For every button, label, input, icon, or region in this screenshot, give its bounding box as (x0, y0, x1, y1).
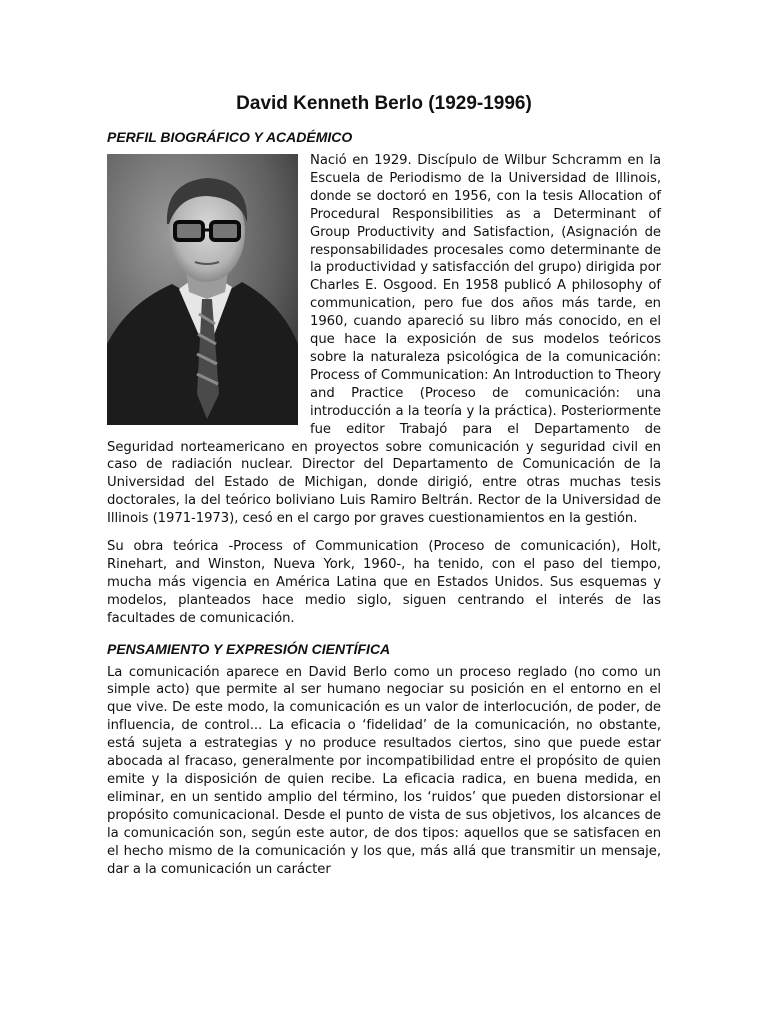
section-heading-thought: PENSAMIENTO Y EXPRESIÓN CIENTÍFICA (107, 640, 391, 657)
page-title: David Kenneth Berlo (1929-1996) (236, 93, 532, 114)
portrait-photo (107, 154, 298, 425)
paragraph-bio-2: Su obra teórica -Process of Communication (Proceso de comunicación), Holt, Rinehart, and Winston, Nueva York, 1960-, ha tenido, con el paso del tiempo, mucha más vigencia en América Latina que en Estados Unidos. Sus esquemas y modelos, planteados hace medio siglo, siguen centrando el interés de las facultades de comunicación. (107, 539, 661, 626)
paragraph-thought-1: La comunicación aparece en David Berlo como un proceso reglado (no como un simple acto) que permite al ser humano negociar su posición en el entorno en el que vive. De este modo, la comunicación es un valor de interlocución, de poder, de influencia, de control... La eficacia o ‘fidelidad’ de la comunicación, no obstante, está sujeta a estrategias y no produce resultados ciertos, sino que puede estar abocada al fracaso, generalmente por incompatibilidad entre el propósito de quien emite y la disposición de quien recibe. La eficacia radica, en buena medida, en eliminar, en un sentido amplio del término, los ‘ruidos’ que pueden distorsionar el propósito comunicacional. Desde el punto de vista de sus objetivos, los alcances de la comunicación son, según este autor, de dos tipos: aquellos que se satisfacen en el hecho mismo de la comunicación y los que, más allá que transmitir un mensaje, dar a la comunicación un carácter (107, 664, 661, 877)
document-page (107, 92, 661, 888)
section-heading-biographical: PERFIL BIOGRÁFICO Y ACADÉMICO (107, 129, 353, 145)
portrait-photo-icon (107, 154, 298, 425)
paragraph-bio-1: Nació en 1929. Discípulo de Wilbur Schcramm en la Escuela de Periodismo de la Universidad de Illinois, donde se doctoró en 1956, con la tesis Allocation of Procedural Responsibilities as a Determinant of Group Productivity and Satisfaction, (Asignación de responsabilidades procesales como determinante de la productividad y satisfacción del grupo) dirigida por Charles E. Osgood. En 1958 publicó A philosophy of communication, pero fue dos años más tarde, en 1960, cuando apareció su libro más conocido, en el que hace la exposición de sus modelos teóricos sobre la naturaleza psicológica de la comunicación: Process of Communication: An Introduction to Theory and Practice (Proceso de comunicación: una introducción a la teoría y la práctica). Posteriormente fue editor Trabajó para el Departamento de Seguridad norteamericano en proyectos sobre comunicación y seguridad civil en caso de radiación nuclear. Director del Departamento de Comunicación de la Universidad del Estado de Michigan, donde dirigió, entre otras muchas tesis doctorales, la del teórico boliviano Luis Ramiro Beltrán. Rector de la Universidad de Illinois (1971-1973), cesó en el cargo por graves cuestionamientos en la gestión. (107, 153, 661, 527)
